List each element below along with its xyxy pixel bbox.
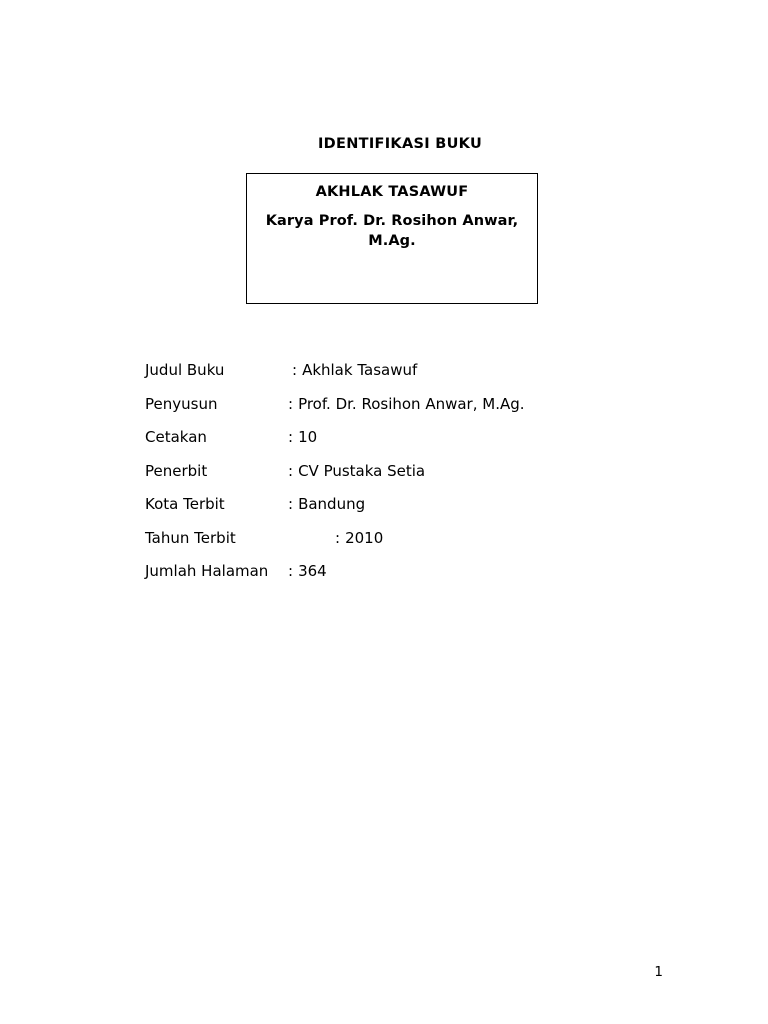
field-label-penerbit: Penerbit (145, 461, 208, 480)
field-separator: : (335, 528, 341, 547)
book-identity-box (246, 173, 538, 304)
field-value-penyusun: Prof. Dr. Rosihon Anwar, M.Ag. (298, 394, 525, 413)
field-separator: : (288, 562, 294, 580)
list-item (145, 530, 665, 547)
field-label-cetakan: Cetakan (145, 428, 207, 446)
field-separator: : (288, 394, 294, 413)
field-label-tahun-terbit: Tahun Terbit (145, 528, 236, 547)
list-item (145, 429, 665, 446)
field-label-jumlah-halaman: Jumlah Halaman (145, 562, 269, 580)
field-label-judul-buku: Judul Buku (145, 361, 225, 379)
field-separator: : (288, 428, 294, 446)
field-value-penerbit: CV Pustaka Setia (298, 461, 426, 480)
field-separator: : (288, 495, 294, 513)
field-label-kota-terbit: Kota Terbit (145, 495, 225, 513)
field-value-judul-buku: Akhlak Tasawuf (302, 361, 418, 379)
field-separator: : (288, 461, 294, 480)
list-item (145, 396, 665, 413)
field-value-jumlah-halaman: 364 (298, 562, 327, 580)
book-author: Karya Prof. Dr. Rosihon Anwar, M.Ag. (265, 213, 519, 249)
page-number: 1 (654, 964, 663, 980)
list-item (145, 463, 665, 480)
field-value-tahun-terbit: 2010 (345, 528, 384, 547)
list-item (145, 563, 665, 580)
field-separator: : (292, 361, 298, 379)
list-item (145, 362, 665, 379)
book-details-list (145, 362, 665, 597)
field-value-cetakan: 10 (298, 428, 318, 446)
list-item (145, 496, 665, 513)
field-value-kota-terbit: Bandung (298, 495, 366, 513)
book-title: AKHLAK TASAWUF (315, 184, 469, 200)
page-title: IDENTIFIKASI BUKU (317, 136, 483, 152)
field-label-penyusun: Penyusun (145, 394, 218, 413)
